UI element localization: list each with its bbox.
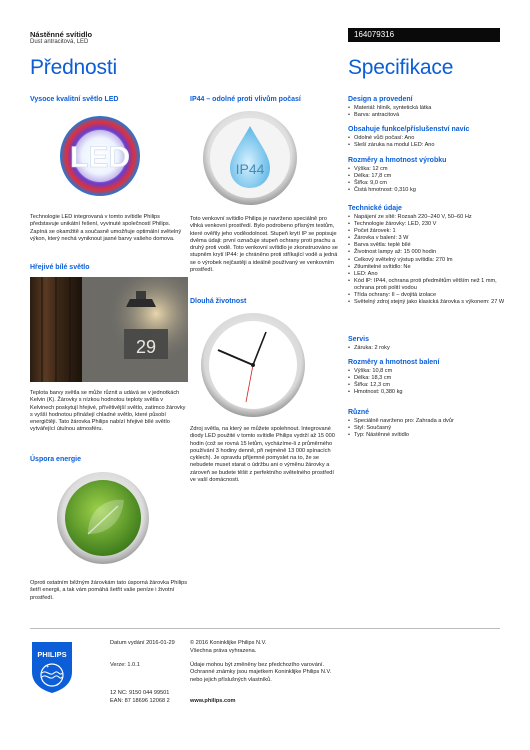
spec-list — [348, 135, 508, 149]
spec-item: • Odolné vůči počasí: Ano — [348, 135, 508, 142]
spec-item: • Materiál: hliník, syntetická látka — [348, 105, 508, 112]
svg-text:✦: ✦ — [56, 682, 60, 687]
version: Verze: 1.0.1 — [110, 662, 140, 668]
spec-item: • Výška: 10,8 cm — [348, 368, 508, 375]
philips-shield-logo — [30, 640, 74, 694]
spec-item: • Sleší záruka na modul LED: Ano — [348, 142, 508, 149]
rights-reserved: Všechna práva vyhrazena. — [190, 648, 257, 654]
spec-item: • Čistá hmotnost: 0,310 kg — [348, 187, 508, 194]
spec-item: • Šířka: 12,3 cm — [348, 382, 508, 389]
product-subtitle: Dust antracitová, LED — [30, 39, 89, 45]
spec-item: • Technologie žárovky: LED, 230 V — [348, 221, 508, 228]
energy-text: Oproti ostatním běžným žárovkám tato úsporná žárovka Philips šetří energii, a tak vám pomáhá šetřit vaše peníze i životní prostředí. — [30, 580, 188, 601]
led-image-label: LED — [70, 141, 130, 174]
spec-item: • Délka: 17,8 cm — [348, 173, 508, 180]
spec-heading: Rozměry a hmotnost výrobku — [348, 157, 447, 164]
spec-list — [348, 368, 508, 396]
philips-brand-text: PHILIPS — [37, 650, 67, 659]
spec-item: • Ztlumitelné svítidlo: Ne — [348, 264, 508, 271]
spec-item: • Barva: antracitová — [348, 112, 508, 119]
spec-item: • Styl: Současný — [348, 425, 508, 432]
spec-item: • Speciálně navrženo pro: Zahrada a dvůr — [348, 418, 508, 425]
spec-item: • LED: Ano — [348, 271, 508, 278]
ip44-text: Toto venkovní svítidlo Philips je navrženo speciálně pro vlhká venkovní prostředí. Bylo podrobeno přísným testům, které ověřily jeho voděodolnost. Stupeň krytí IP se popisuje dvěma údaji: první označuje stupeň ochrany proti prachu a druhý proti vodě. Toto venkovní svítidlo je zkonstruováno se stupněm krytí IP44: je chráněno proti stříkající vodě a jedná se o výrobek nejčastěji a ideálně používaný ve venkovním prostředí. — [190, 216, 338, 274]
spec-item: • Třída ochrany: II – dvojitá izolace — [348, 292, 508, 299]
spec-item: • Záruka: 2 roky — [348, 345, 508, 352]
spec-heading: Design a provedení — [348, 96, 413, 103]
copyright: © 2016 Koninklijke Philips N.V. — [190, 640, 267, 646]
energy-heading: Úspora energie — [30, 456, 81, 463]
warm-light-photo — [30, 277, 188, 382]
led-image — [45, 110, 155, 205]
specs-title: Specifikace — [348, 56, 454, 79]
spec-item: • Typ: Nástěnné svítidlo — [348, 432, 508, 439]
features-title: Přednosti — [30, 56, 117, 79]
spec-list — [348, 345, 508, 352]
ip44-image — [200, 108, 300, 208]
spec-item: • Celkový světelný výstup svítidla: 270 lm — [348, 257, 508, 264]
spec-list — [348, 214, 508, 306]
release-date: Datum vydání 2016-01-29 — [110, 640, 175, 646]
energy-leaf-image — [48, 468, 158, 568]
spec-item: • Počet žárovek: 1 — [348, 228, 508, 235]
led-heading: Vysoce kvalitní světlo LED — [30, 96, 119, 103]
ip44-heading: IP44 – odolné proti vlivům počasí — [190, 96, 301, 103]
house-number: 29 — [135, 337, 157, 357]
spec-item: • Světelný zdroj stejný jako klasická žárovka s výkonem: 27 W — [348, 299, 508, 306]
lifetime-text: Zdroj světla, na který se můžete spolehnout. Integrované diody LED použité v tomto svítidle Philips vydrží až 15 000 hodin (což se rovná 15 letům, vycházíme-li z průměrného používání 3 hodiny denně, při nejméně 13 000 spínacích cyklech). Je opravdu příjemné pomyslet na to, že se nebudete muset starat o údržbu ani o výměnu žárovky a zároveň se budete těšit z perfektního světelného prostředí ve vaší domácnosti. — [190, 426, 335, 484]
spec-heading: Technické údaje — [348, 205, 402, 212]
clock-image — [198, 310, 308, 420]
svg-text:✦: ✦ — [46, 664, 50, 669]
product-title: Nástěnné svítidlo — [30, 30, 93, 39]
spec-heading: Servis — [348, 336, 370, 343]
disclaimer: Údaje mohou být změněny bez předchozího varování. Ochranné známky jsou majetkem Koninklijke Philips N.V. nebo jejich příslušných vlastníků. — [190, 662, 332, 683]
warm-light-heading: Hřejivé bílé světlo — [30, 264, 90, 271]
ip44-image-label: IP44 — [235, 161, 265, 177]
spec-item: • Barva světla: teplé bílé — [348, 242, 508, 249]
ean-number: EAN: 87 18696 12068 2 — [110, 698, 170, 704]
spec-heading: Různé — [348, 409, 369, 416]
spec-item: • Výška: 12 cm — [348, 166, 508, 173]
spec-heading: Rozměry a hmotnost balení — [348, 359, 440, 366]
spec-item: • Šířka: 9,0 cm — [348, 180, 508, 187]
spec-item: • Žárovka v balení: 3 W — [348, 235, 508, 242]
spec-item: • Životnost lampy až: 15 000 hodin — [348, 249, 508, 256]
spec-list — [348, 105, 508, 119]
spec-item: • Hmotnost: 0,380 kg — [348, 389, 508, 396]
spec-item: • Kód IP: IP44, ochrana proti předmětům větším než 1 mm, ochrana proti polití vodou — [348, 278, 508, 292]
product-code: 164079316 — [348, 28, 500, 42]
website-link[interactable]: www.philips.com — [190, 698, 236, 704]
spec-item: • Délka: 18,3 cm — [348, 375, 508, 382]
footer-divider — [30, 628, 500, 629]
led-text: Technologie LED integrovaná v tomto svítidle Philips představuje unikátní řešení, vyvinuté společností Philips. Zapíná se okamžitě a současně umožňuje optimální světelný výkon, který nechá vyniknout jasné barvy vašeho domova. — [30, 214, 182, 242]
spec-list — [348, 166, 508, 194]
lifetime-heading: Dlouhá životnost — [190, 298, 247, 305]
spec-heading: Obsahuje funkce/příslušenství navíc — [348, 126, 470, 133]
spec-item: • Napájení ze sítě: Rozsah 220–240 V, 50–60 Hz — [348, 214, 508, 221]
spec-list — [348, 418, 508, 439]
warm-light-text: Teplota barvy světla se může různit a udává se v jednotkách Kelvin (K). Žárovky s nízkou hodnotou teploty světla v Kelvinech poskytují hřejivé, přívětivější světlo, zatímco žárovky s vyšší hodnotou přinášejí chladné světlo, které působí energičtěji. Tato žárovka Philips nabízí hřejivé bílé světlo vytvářející útulnou atmosféru. — [30, 390, 186, 433]
nc-number: 12 NC: 9150 044 99501 — [110, 690, 170, 696]
